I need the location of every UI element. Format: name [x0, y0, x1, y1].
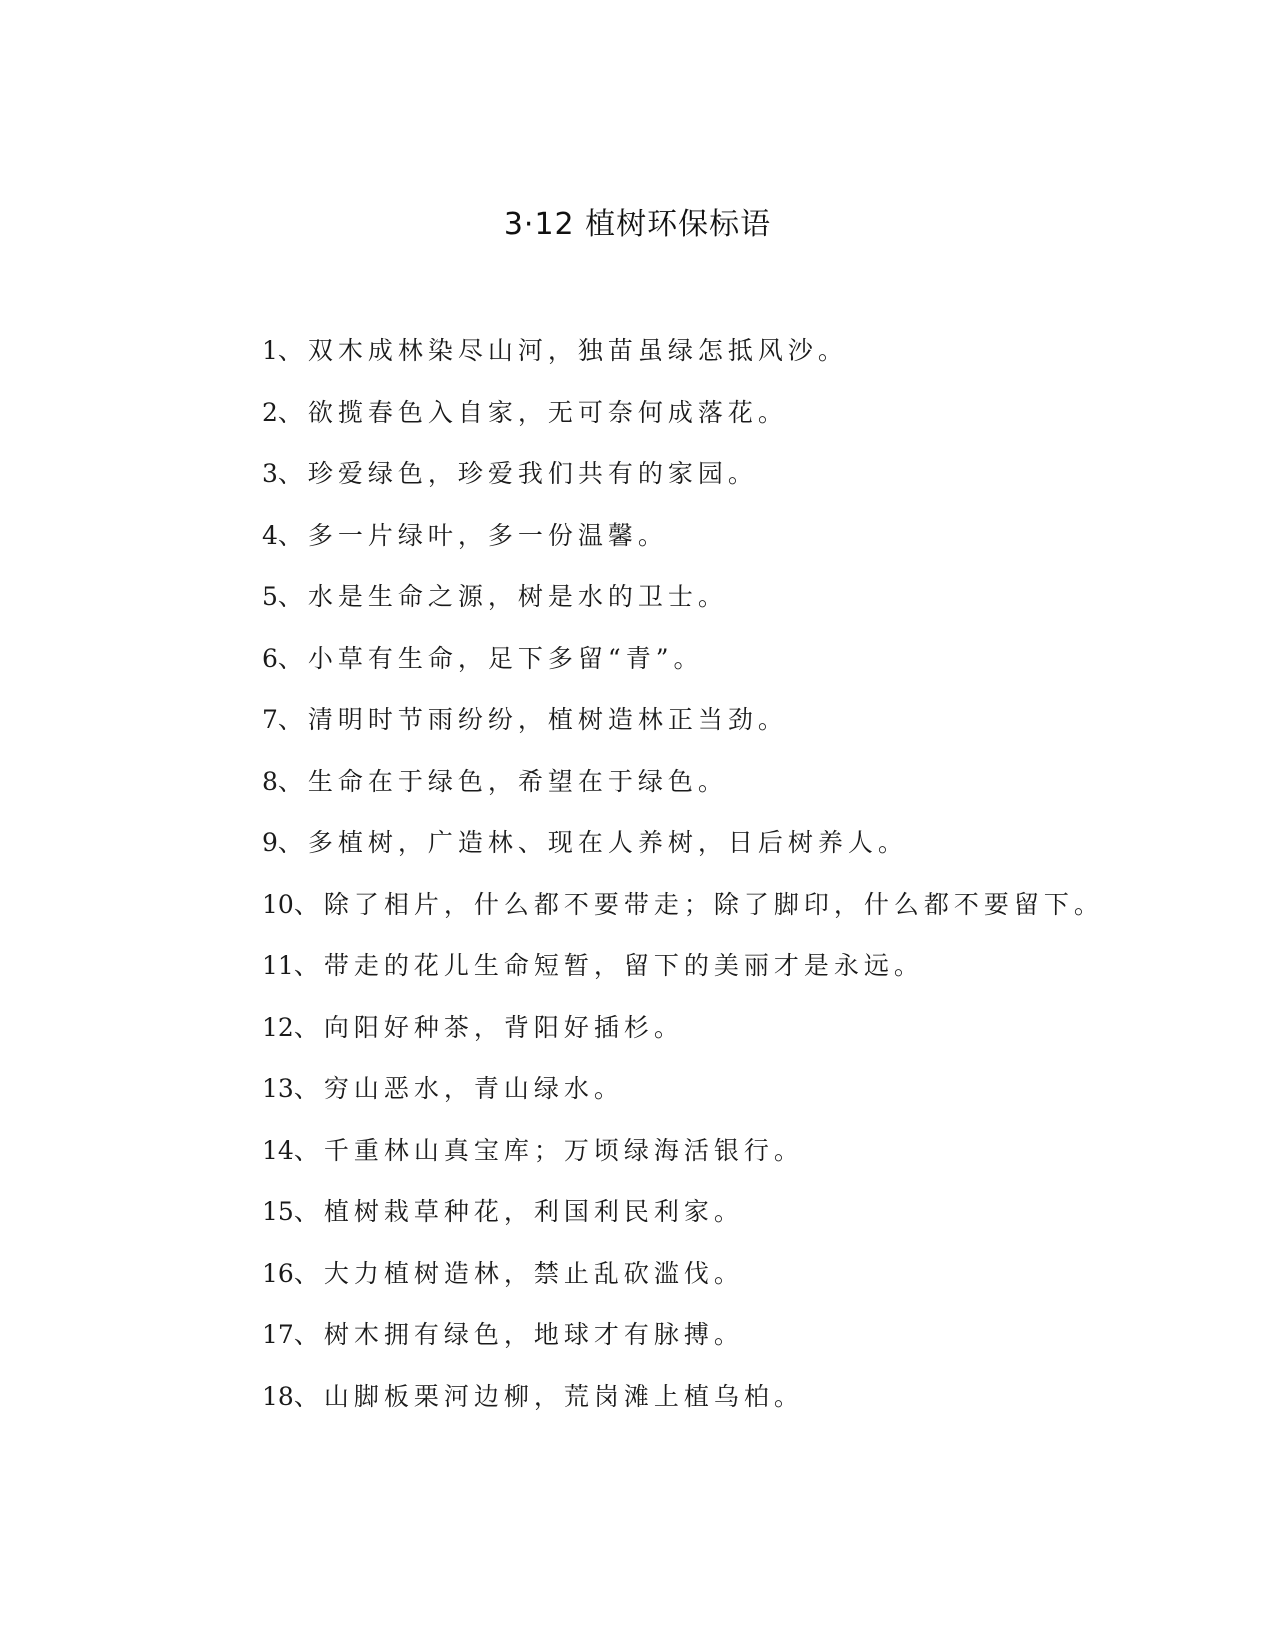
- slogan-text: 千重林山真宝库；万顷绿海活银行。: [323, 1135, 804, 1165]
- list-item: [262, 1008, 1222, 1070]
- slogan-text: 多一片绿叶，多一份温馨。: [307, 520, 668, 550]
- list-item: [262, 331, 1222, 393]
- slogan-text: 水是生命之源，树是水的卫士。: [307, 582, 728, 611]
- slogan-separator: 、: [293, 1381, 324, 1411]
- slogan-separator: 、: [277, 397, 308, 427]
- slogan-separator: 、: [293, 1135, 324, 1165]
- slogan-number: 5: [262, 582, 278, 611]
- slogan-separator: 、: [277, 705, 308, 734]
- slogan-number: 16: [262, 1258, 294, 1288]
- slogan-text: 小草有生命，足下多留“青”。: [307, 643, 704, 673]
- list-item: [262, 762, 1222, 824]
- slogan-text: 多植树，广造林、现在人养树，日后树养人。: [307, 828, 908, 857]
- slogan-separator: 、: [277, 766, 308, 796]
- list-item: [262, 1254, 1222, 1316]
- slogan-text: 珍爱绿色，珍爱我们共有的家园。: [307, 459, 758, 488]
- slogan-number: 1: [262, 336, 278, 365]
- slogan-separator: 、: [277, 520, 308, 550]
- list-item: [262, 1131, 1222, 1193]
- slogan-text: 大力植树造林，禁止乱砍滥伐。: [323, 1258, 744, 1288]
- slogan-text: 欲揽春色入自家，无可奈何成落花。: [307, 397, 788, 427]
- slogan-text: 双木成林染尽山河，独苗虽绿怎抵风沙。: [307, 336, 848, 365]
- slogan-text: 除了相片，什么都不要带走；除了脚印，什么都不要留下。: [323, 889, 1104, 919]
- slogan-number: 13: [262, 1074, 294, 1103]
- slogan-text: 清明时节雨纷纷，植树造林正当劲。: [307, 705, 788, 734]
- slogan-number: 2: [262, 397, 278, 427]
- list-item: [262, 700, 1222, 762]
- slogan-number: 11: [262, 951, 294, 980]
- slogan-separator: 、: [293, 1012, 324, 1042]
- slogan-number: 8: [262, 766, 278, 796]
- slogan-text: 穷山恶水，青山绿水。: [323, 1074, 624, 1103]
- slogan-number: 12: [262, 1012, 294, 1042]
- slogan-separator: 、: [277, 336, 308, 365]
- slogan-separator: 、: [293, 1320, 324, 1349]
- slogan-number: 15: [262, 1197, 294, 1226]
- list-item: [262, 454, 1222, 516]
- slogan-text: 山脚板栗河边柳，荒岗滩上植乌柏。: [323, 1381, 804, 1411]
- slogan-separator: 、: [277, 459, 308, 488]
- slogan-separator: 、: [293, 1258, 324, 1288]
- slogan-number: 10: [262, 889, 294, 919]
- list-item: [262, 393, 1222, 455]
- list-item: [262, 885, 1222, 947]
- slogan-separator: 、: [293, 889, 324, 919]
- slogan-separator: 、: [293, 951, 324, 980]
- slogan-number: 4: [262, 520, 278, 550]
- slogan-text: 带走的花儿生命短暂，留下的美丽才是永远。: [323, 951, 924, 980]
- slogan-number: 14: [262, 1135, 294, 1165]
- slogan-separator: 、: [277, 828, 308, 857]
- list-item: [262, 639, 1222, 701]
- list-item: [262, 823, 1222, 885]
- slogan-separator: 、: [293, 1197, 324, 1226]
- list-item: [262, 1377, 1222, 1439]
- list-item: [262, 516, 1222, 578]
- slogan-list: [262, 331, 1222, 1438]
- slogan-text: 植树栽草种花，利国利民利家。: [323, 1197, 744, 1226]
- slogan-number: 9: [262, 828, 278, 857]
- slogan-number: 17: [262, 1320, 294, 1349]
- slogan-number: 6: [262, 643, 278, 673]
- list-item: [262, 946, 1222, 1008]
- slogan-number: 3: [262, 459, 278, 488]
- page-title: 3·12 植树环保标语: [503, 207, 772, 242]
- list-item: [262, 1315, 1222, 1377]
- slogan-separator: 、: [293, 1074, 324, 1103]
- slogan-separator: 、: [277, 643, 308, 673]
- slogan-number: 7: [262, 705, 278, 734]
- slogan-text: 树木拥有绿色，地球才有脉搏。: [323, 1320, 744, 1349]
- slogan-number: 18: [262, 1381, 294, 1411]
- slogan-text: 向阳好种茶，背阳好插杉。: [323, 1012, 684, 1042]
- slogan-separator: 、: [277, 582, 308, 611]
- list-item: [262, 1069, 1222, 1131]
- slogan-text: 生命在于绿色，希望在于绿色。: [307, 766, 728, 796]
- list-item: [262, 577, 1222, 639]
- list-item: [262, 1192, 1222, 1254]
